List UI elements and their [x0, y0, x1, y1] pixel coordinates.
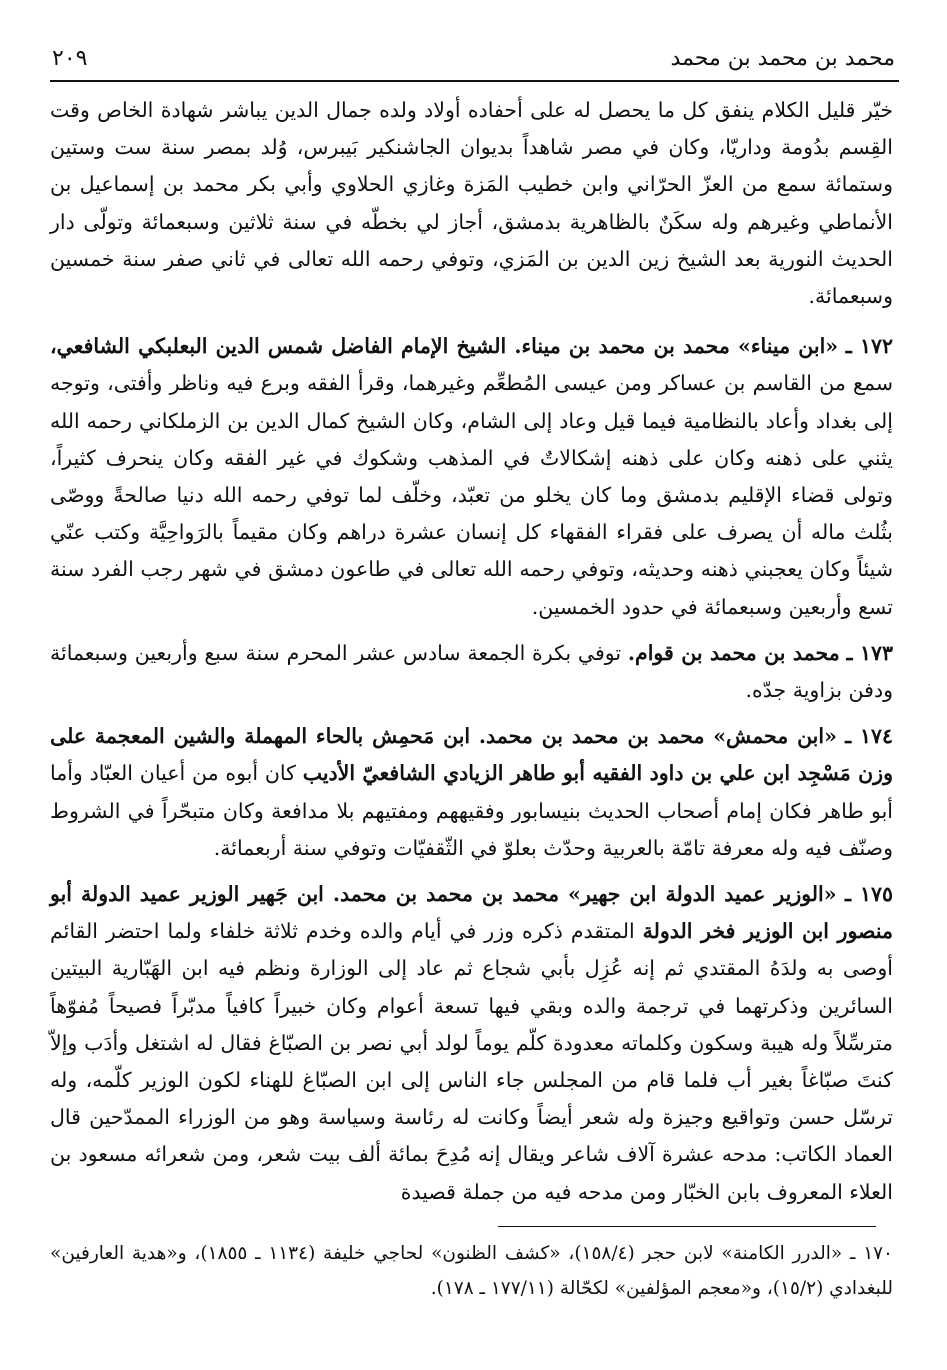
entry-title: «ابن محمش» محمد بن محمد بن محمد. ابن مَحمِش بالحاء المهملة والشين المعجمة على وزن مَسْجِد ابن علي بن داود الفقيه أبو طاهر الزيادي الشافعيّ الأديب	[50, 724, 893, 786]
entry-number: ١٧٣ ـ	[846, 640, 893, 665]
footnote-170: ١٧٠ ـ «الدرر الكامنة» لابن حجر (١٥٨/٤)، «كشف الظنون» لحاجي خليفة (١١٣٤ ـ ١٨٥٥)، و«هدية العارفين» للبغدادي (١٥/٢)، و«معجم المؤلفين» لكحّالة (١٧٧/١١ ـ ١٧٨).	[50, 1243, 893, 1299]
entry-175	[50, 876, 893, 1211]
entry-text: توفي بكرة الجمعة سادس عشر المحرم سنة سبع وأربعين وسبعمائة ودفن بزاوية جدّه.	[50, 640, 893, 703]
footnotes	[50, 1236, 893, 1315]
entry-title: «ابن ميناء» محمد بن محمد بن ميناء. الشيخ الإمام الفاضل شمس الدين البعلبكي الشافعي،	[50, 334, 839, 359]
page-number: ٢٠٩	[52, 45, 88, 71]
running-title: محمد بن محمد بن محمد	[670, 45, 895, 71]
paragraph-continued: خيّر قليل الكلام ينفق كل ما يحصل له على أحفاده أولاد ولده جمال الدين يباشر شهادة الخاص وقت القِسم بدُومة وداريّا، وكان في مصر شاهداً بديوان الجاشنكير بَيبرس، وُلد بمصر سنة ست وستين وستمائة سمع من العزّ الحرّاني وابن خطيب المَزة وغازي الحلاوي وأبي بكر محمد بن إسماعيل بن الأنماطي وغيرهم وله سكَنٌ بالظاهرية بدمشق، أجاز لي بخطّه في سنة ثلاثين وسبعمائة وتولّى دار الحديث النورية بعد الشيخ زين الدين بن المَزي، وتوفي رحمه الله تعالى في ثاني صفر سنة خمسين وسبعمائة.	[50, 98, 893, 309]
header-rule	[50, 80, 899, 82]
entry-number: ١٧٢ ـ	[845, 334, 893, 359]
entry-174	[50, 718, 893, 867]
main-text	[50, 92, 893, 1220]
entry-number: ١٧٥ ـ	[844, 882, 893, 907]
running-head	[52, 38, 895, 78]
entry-172	[50, 328, 893, 626]
entry-title: «الوزير عميد الدولة ابن جهير» محمد بن محمد بن محمد. ابن جَهير الوزير عميد الدولة أبو منصور ابن الوزير فخر الدولة	[50, 882, 893, 944]
entry-number: ١٧٤ ـ	[845, 724, 893, 749]
entry-173	[50, 635, 893, 709]
entry-text: المتقدم ذكره وزر في أيام والده وخدم ثلاثة خلفاء ولما احتضر القائم أوصى به ولدَهُ المقتدي ثم إنه عُزِل بأبي شجاع ثم عاد إلى الوزارة ونظم فيه ابن الهَبّارية البيتين السائرين وذكرتهما في ترجمة والده وبقي فيها تسعة أعوام وكان خبيراً كافياً مدبّراً فصيحاً مُفوّهاً مترسِّلاً وله هيبة وسكون وكلماته معدودة كلّم يوماً لولد أبي نصر بن الصبّاغ فقال له اشتغل وأدَب وإلاّ كنتَ صبّاغاً بغير أب فلما قام من المجلس جاء الناس إلى ابن الصبّاغ للهناء لكون الوزير كلّمه، وله ترسّل حسن وتواقيع وجيزة وله شعر أيضاً وكانت له رئاسة وسياسة وهو من الوزراء الممدّحين قال العماد الكاتب: مدحه عشرة آلاف شاعر ويقال إنه مُدِحَ بمائة ألف بيت شعر، ومن شعرائه مسعود بن العلاء المعروف بابن الخبّار ومن مدحه فيه من جملة قصيدة	[50, 919, 893, 1204]
entry-text: كان أبوه من أعيان العبّاد وأما أبو طاهر فكان إمام أصحاب الحديث بنيسابور وفقيههم ومفتيهم بلا مدافعة وكان متبحّراً في الشروط وصنّف فيه وله معرفة تامّة بالعربية وحدّث بعلوّ في الثّقفيّات وتوفي سنة أربعمائة.	[50, 761, 893, 860]
footnote-rule	[498, 1226, 876, 1227]
entry-text: سمع من القاسم بن عساكر ومن عيسى المُطعِّم وغيرهما، وقرأ الفقه وبرع فيه وناظر وأفتى، وتوجه إلى بغداد وأعاد بالنظامية فيما قيل وعاد إلى الشام، وكان الشيخ كمال الدين بن الزملكاني رحمه الله يثني على ذهنه وكان على ذهنه إشكالاتٌ في المذهب وشكوك في غير الفقه وكان ينحرف كثيراً، وتولى قضاء الإقليم بدمشق وما كان يخلو من تعبّد، وخلّف لما توفي رحمه الله دنيا صالحةً ووصّى بثُلث ماله أن يصرف على فقراء الفقهاء كل إنسان عشرة دراهم وكان مقيماً بالرَواحِيَّة وكتب عنّي شيئاً وكان يعجبني ذهنه وحديثه، وتوفي رحمه الله تعالى في طاعون دمشق في شهر رجب الفرد سنة تسع وأربعين وسبعمائة في حدود الخمسين.	[50, 371, 893, 619]
entry-title: محمد بن محمد بن قوام.	[627, 640, 840, 665]
